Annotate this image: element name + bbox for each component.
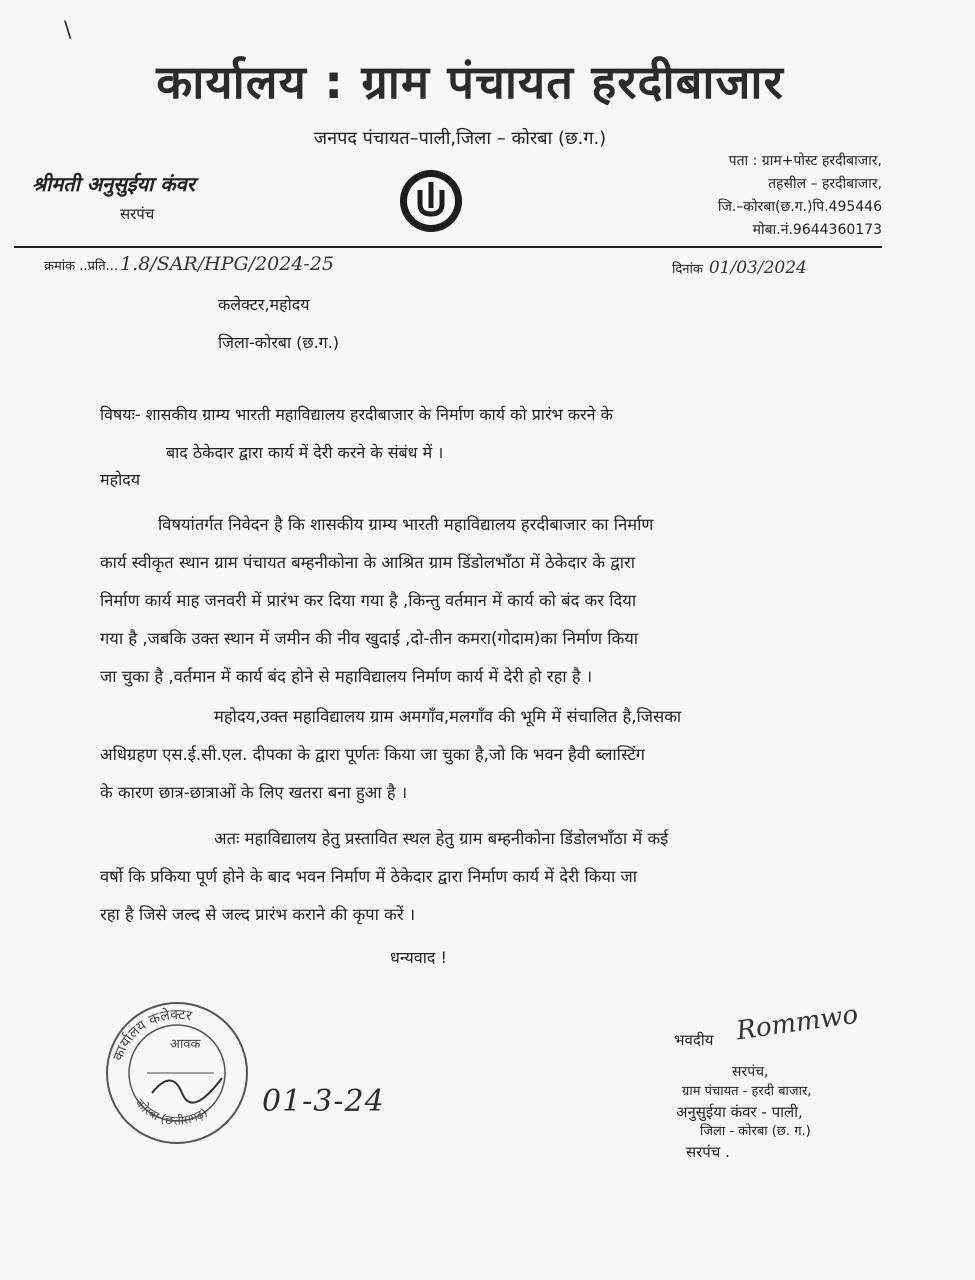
sarpanch-role: सरपंच xyxy=(120,205,155,223)
corner-mark: \ xyxy=(64,18,72,43)
date-label: दिनांक xyxy=(672,262,703,277)
subject-line: बाद ठेकेदार द्वारा कार्य में देरी करने के संबंध में । xyxy=(166,443,444,462)
stamp-text-bottom: कोरबा (छत्तीसगढ़) xyxy=(132,1096,210,1128)
paragraph-line: रहा है जिसे जल्द से जल्द प्रारंभ कराने की कृपा करें । xyxy=(100,905,416,924)
paragraph-line: वर्षो कि प्रकिया पूर्ण होने के बाद भवन निर्माण में ठेकेदार द्वारा निर्माण कार्य में देरी किया जा xyxy=(100,867,637,886)
addressee-line: कलेक्टर,महोदय xyxy=(218,295,310,314)
reference-label: क्रमांक ..प्रति... xyxy=(44,259,119,274)
address-line: तहसील – हरदीबाजार, xyxy=(768,176,882,192)
address-block xyxy=(620,150,882,242)
stamp-text-inner: आवक xyxy=(170,1037,201,1052)
paragraph-line: कार्य स्वीकृत स्थान ग्राम पंचायत बम्हनीकोना के आश्रित ग्राम डिंडोलभाँठा में ठेकेदार के द्वारा xyxy=(100,553,636,572)
signature: Rommwo xyxy=(734,999,860,1047)
svg-text:कार्यालय कलेक्टर xyxy=(110,1006,193,1063)
body-paragraph-2 xyxy=(100,698,840,812)
address-line: पता : ग्राम+पोस्ट हरदीबाजार, xyxy=(728,153,882,169)
signatory-block xyxy=(676,1062,876,1162)
addressee-block xyxy=(218,286,339,362)
letterhead-title: कार्यालय : ग्राम पंचायत हरदीबाजार xyxy=(156,55,784,109)
received-date-handwritten: 01-3-24 xyxy=(262,1084,385,1119)
paragraph-line: जा चुका है ,वर्तमान में कार्य बंद होने से महाविद्यालय निर्माण कार्य में देरी हो रहा है । xyxy=(100,667,593,686)
paragraph-line: अधिग्रहण एस.ई.सी.एल. दीपका के द्वारा पूर्णतः किया जा चुका है,जो कि भवन हैवी ब्लास्टिंग xyxy=(100,745,645,764)
paragraph-line: महोदय,उक्त महाविद्यालय ग्राम अमगाँव,मलगाँव की भूमि में संचालित है,जिसका xyxy=(214,707,682,726)
subject-block xyxy=(100,396,820,472)
paragraph-line: के कारण छात्र-छात्राओं के लिए खतरा बना हुआ है । xyxy=(100,783,408,802)
date-handwritten: 01/03/2024 xyxy=(708,258,807,278)
header-divider xyxy=(14,246,882,248)
body-paragraph-1 xyxy=(100,506,840,696)
address-line: मोबा.नं.9644360173 xyxy=(752,222,882,238)
letterhead-subtitle: जनपद पंचायत–पाली,जिला – कोरबा (छ.ग.) xyxy=(313,128,607,149)
panchayat-emblem-icon xyxy=(398,168,464,234)
thanks-text: धन्यवाद ! xyxy=(390,948,447,967)
paragraph-line: विषयांतर्गत निवेदन है कि शासकीय ग्राम्य भारती महाविद्यालय हरदीबाजार का निर्माण xyxy=(158,515,654,534)
signatory-line: अनुसुईया कंवर - पाली, xyxy=(676,1103,803,1121)
signatory-line: ग्राम पंचायत - हरदी बाजार, xyxy=(682,1084,812,1099)
closing-label: भवदीय xyxy=(674,1031,714,1049)
paragraph-line: निर्माण कार्य माह जनवरी में प्रारंभ कर दिया गया है ,किन्तु वर्तमान में कार्य को बंद कर दिया xyxy=(100,591,637,610)
salutation: महोदय xyxy=(100,470,140,489)
paragraph-line: गया है ,जबकि उक्त स्थान में जमीन की नीव खुदाई ,दो-तीन कमरा(गोदाम)का निर्माण किया xyxy=(100,629,639,648)
sarpanch-name: श्रीमती अनुसुईया कंवर xyxy=(32,172,195,196)
office-received-stamp xyxy=(102,998,252,1148)
addressee-line: जिला-कोरबा (छ.ग.) xyxy=(218,333,340,352)
signatory-line: सरपंच, xyxy=(732,1064,769,1080)
reference-number xyxy=(44,253,334,275)
reference-handwritten: 1.8/SAR/HPG/2024-25 xyxy=(120,253,335,275)
body-paragraph-3 xyxy=(100,820,840,934)
address-line: जि.–कोरबा(छ.ग.)पि.495446 xyxy=(717,199,882,215)
letter-date xyxy=(672,258,807,278)
signatory-line: सरपंच . xyxy=(686,1143,730,1161)
stamp-text-top: कार्यालय कलेक्टर xyxy=(110,1006,194,1064)
signatory-line: जिला - कोरबा (छ. ग.) xyxy=(700,1124,811,1139)
paragraph-line: अतः महाविद्यालय हेतु प्रस्तावित स्थल हेतु ग्राम बम्हनीकोना डिंडोलभाँठा में कई xyxy=(214,829,669,848)
subject-line: विषयः- शासकीय ग्राम्य भारती महाविद्यालय हरदीबाजार के निर्माण कार्य को प्रारंभ करने के xyxy=(100,405,613,424)
